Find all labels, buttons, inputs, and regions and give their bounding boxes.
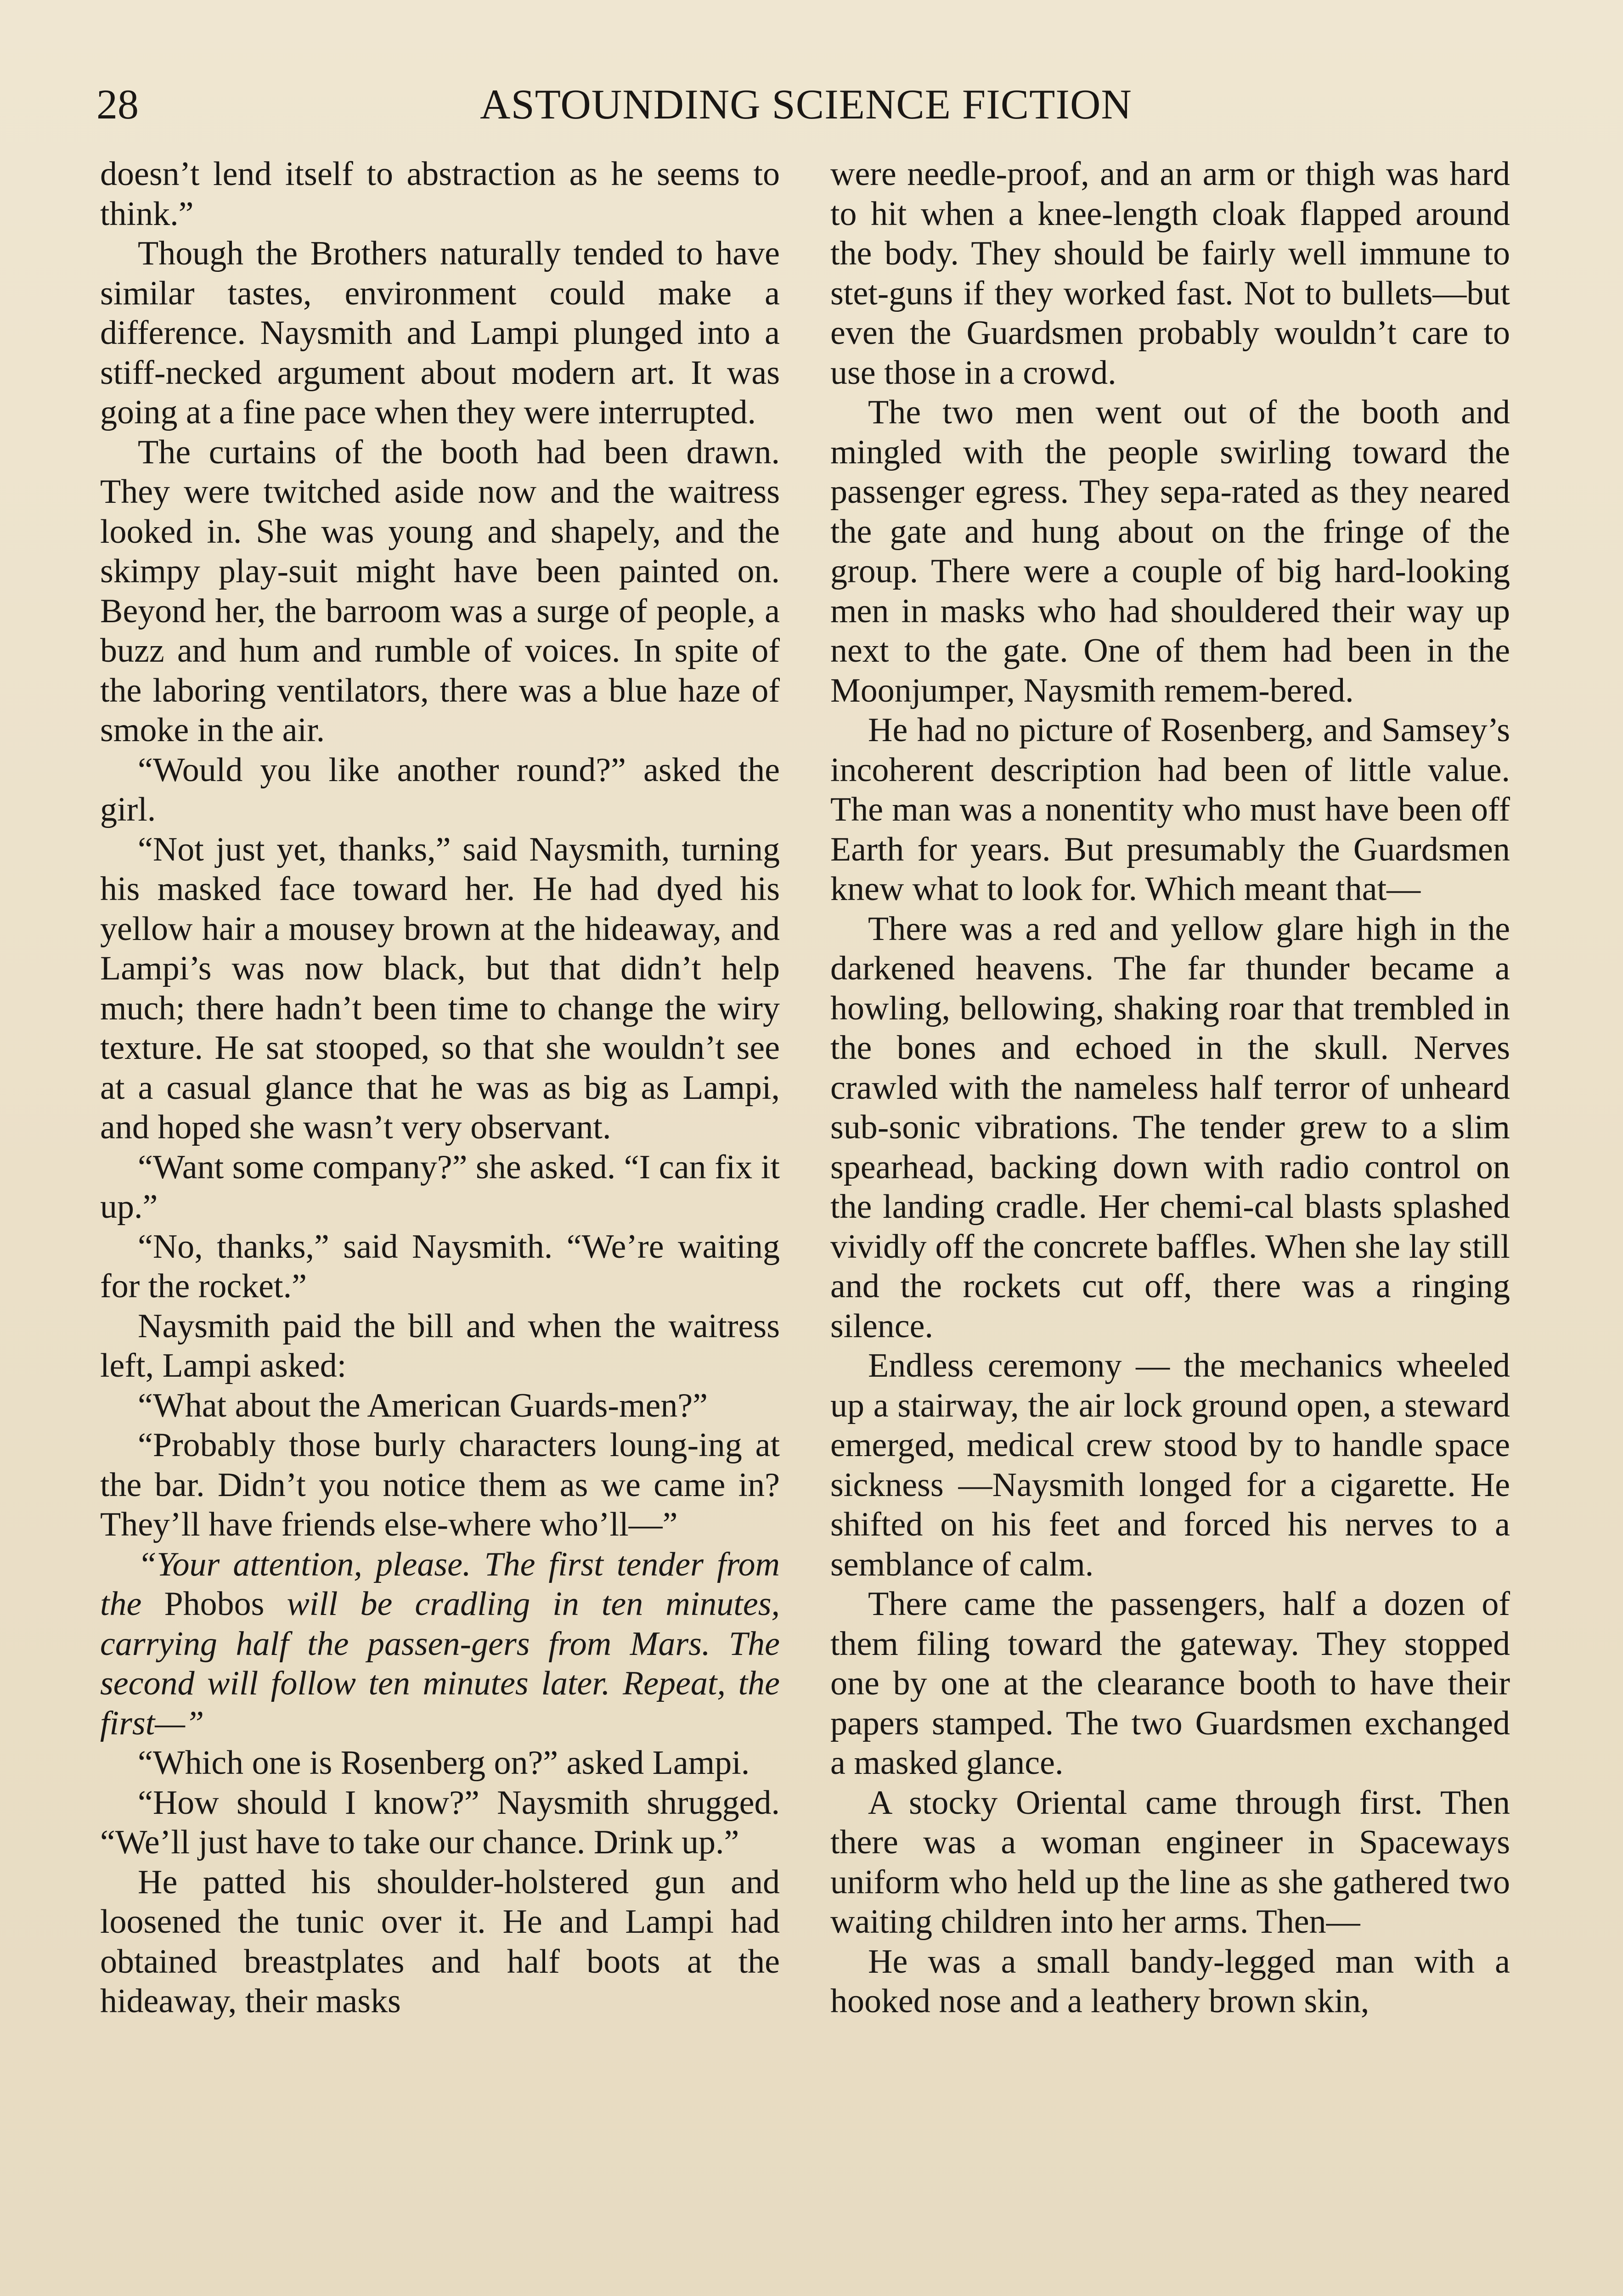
- paragraph: Endless ceremony — the mechanics wheeled up a stairway, the air lock ground open, a steward emerged, medical crew stood by to handle space sickness —Naysmith longed for a cigarette. He shifted on his feet and forced his nerves to a semblance of calm.: [830, 1347, 1510, 1583]
- running-head: ASTOUNDING SCIENCE FICTION: [480, 81, 1132, 128]
- paragraph: “Would you like another round?” asked the girl.: [100, 751, 780, 828]
- right-column: [830, 154, 1510, 2021]
- paragraph: were needle-proof, and an arm or thigh was hard to hit when a knee-length cloak flapped around the body. They should be fairly well immune to stet-guns if they worked fast. Not to bullets—but even the Guardsmen probably wouldn’t care to use those in a crowd.: [830, 155, 1510, 392]
- paragraph: There was a red and yellow glare high in the darkened heavens. The far thunder became a howling, bellowing, shaking roar that trembled in the bones and echoed in the skull. Nerves crawled with the nameless half terror of unheard sub-sonic vibrations. The tender grew to a slim spearhead, backing down with radio control on the landing cradle. Her chemi-cal blasts splashed vividly off the concrete baffles. When she lay still and the rockets cut off, there was a ringing silence.: [830, 910, 1510, 1345]
- announcement-paragraph: [100, 1545, 780, 1744]
- paragraph: “Which one is Rosenberg on?” asked Lampi.: [138, 1744, 750, 1782]
- paragraph: “What about the American Guards-men?”: [138, 1386, 708, 1424]
- left-column: [100, 154, 780, 2021]
- paragraph: He was a small bandy-legged man with a hooked nose and a leathery brown skin,: [830, 1942, 1510, 2020]
- paragraph: doesn’t lend itself to abstraction as he seems to think.”: [100, 155, 780, 233]
- paragraph: There came the passengers, half a dozen of them filing toward the gateway. They stopped one by one at the clearance booth to have their papers stamped. The two Guardsmen exchanged a masked glance.: [830, 1585, 1510, 1782]
- page-header: [96, 79, 1516, 129]
- announcement-italic-start: “Your attention, please. The first tender from the: [100, 1545, 780, 1623]
- paragraph: The two men went out of the booth and mingled with the people swirling toward the passenger egress. They sepa-rated as they neared the gate and hung about on the fringe of the group. There were a couple of big hard-looking men in masks who had shouldered their way up next to the gate. One of them had been in the Moonjumper, Naysmith remem-bered.: [830, 394, 1510, 709]
- paragraph: He had no picture of Rosenberg, and Samsey’s incoherent description had been of little value. The man was a nonentity who must have been off Earth for years. But presumably the Guardsmen knew what to look for. Which meant that—: [830, 711, 1510, 908]
- paragraph: He patted his shoulder-holstered gun and loosened the tunic over it. He and Lampi had obtained breastplates and half boots at the hideaway, their masks: [100, 1863, 780, 2020]
- paragraph: “Probably those burly characters loung-ing at the bar. Didn’t you notice them as we came in? They’ll have friends else-where who’ll—”: [100, 1426, 780, 1543]
- ship-name: Phobos: [164, 1585, 265, 1623]
- paragraph: “No, thanks,” said Naysmith. “We’re waiting for the rocket.”: [100, 1227, 780, 1305]
- page-number: 28: [96, 81, 139, 128]
- paragraph: Naysmith paid the bill and when the waitress left, Lampi asked:: [100, 1307, 780, 1384]
- paragraph: “Not just yet, thanks,” said Naysmith, turning his masked face toward her. He had dyed his yellow hair a mousey brown at the hideaway, and Lampi’s was now black, but that didn’t help much; there hadn’t been time to change the wiry texture. He sat stooped, so that she wouldn’t see at a casual glance that he was as big as Lampi, and hoped she wasn’t very observant.: [100, 830, 780, 1146]
- paragraph: The curtains of the booth had been drawn. They were twitched aside now and the waitress looked in. She was young and shapely, and the skimpy play-suit might have been painted on. Beyond her, the barroom was a surge of people, a buzz and hum and rumble of voices. In spite of the laboring ventilators, there was a blue haze of smoke in the air.: [100, 433, 780, 749]
- announcement-italic-end: will be cradling in ten minutes, carrying half the passen-gers from Mars. The second will follow ten minutes later. Repeat, the first—”: [100, 1585, 780, 1742]
- paragraph: “How should I know?” Naysmith shrugged. “We’ll just have to take our chance. Drink up.”: [100, 1784, 780, 1861]
- paragraph: “Want some company?” she asked. “I can fix it up.”: [100, 1148, 780, 1226]
- paragraph: A stocky Oriental came through first. Then there was a woman engineer in Spaceways uniform who held up the line as she gathered two waiting children into her arms. Then—: [830, 1784, 1510, 1941]
- paragraph: Though the Brothers naturally tended to have similar tastes, environment could make a difference. Naysmith and Lampi plunged into a stiff-necked argument about modern art. It was going at a fine pace when they were interrupted.: [100, 235, 780, 431]
